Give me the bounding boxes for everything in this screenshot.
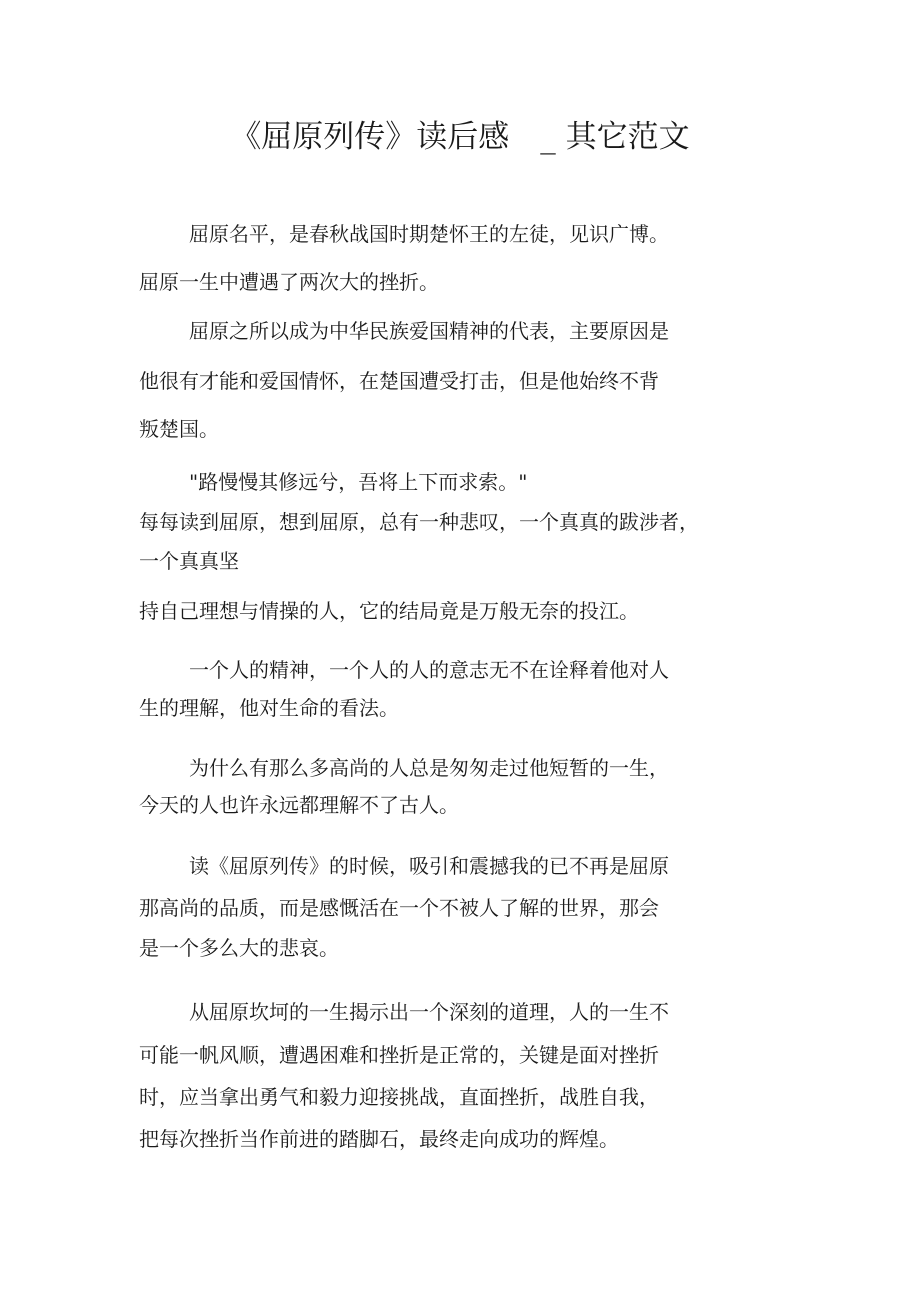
paragraph-line: 持自己理想与情操的人，它的结局竟是万般无奈的投江。: [139, 599, 639, 623]
paragraph-line: 为什么有那么多高尚的人总是匆匆走过他短暂的一生，: [189, 756, 669, 780]
paragraph-line: 叛楚国。: [139, 417, 219, 441]
paragraph-line: "路慢慢其修远兮，吾将上下而求索。": [189, 470, 528, 494]
document-title: 《屈原列传》读后感 _ 其它范文: [230, 119, 690, 155]
paragraph-line: 屈原之所以成为中华民族爱国精神的代表，主要原因是: [189, 319, 669, 343]
paragraph-line: 屈原名平，是春秋战国时期楚怀王的左徒，见识广博。: [189, 222, 669, 246]
paragraph-line: 一个真真坚: [139, 549, 239, 573]
paragraph-line: 是一个多么大的悲哀。: [139, 936, 339, 960]
paragraph-line: 屈原一生中遭遇了两次大的挫折。: [139, 270, 439, 294]
paragraph-line: 把每次挫折当作前进的踏脚石，最终走向成功的辉煌。: [139, 1127, 619, 1151]
paragraph-line: 从屈原坎坷的一生揭示出一个深刻的道理，人的一生不: [189, 1000, 669, 1024]
paragraph-line: 每每读到屈原，想到屈原，总有一种悲叹，一个真真的跋涉者，: [139, 510, 699, 534]
paragraph-line: 读《屈原列传》的时候，吸引和震撼我的已不再是屈原: [189, 854, 669, 878]
paragraph-line: 他很有才能和爱国情怀，在楚国遭受打击，但是他始终不背: [139, 369, 659, 393]
paragraph-line: 生的理解，他对生命的看法。: [139, 696, 399, 720]
paragraph-line: 可能一帆风顺，遭遇困难和挫折是正常的，关键是面对挫折: [139, 1043, 659, 1067]
paragraph-line: 那高尚的品质，而是感慨活在一个不被人了解的世界，那会: [139, 896, 659, 920]
paragraph-line: 今天的人也许永远都理解不了古人。: [139, 793, 459, 817]
paragraph-line: 时，应当拿出勇气和毅力迎接挑战，直面挫折，战胜自我，: [139, 1085, 659, 1109]
paragraph-line: 一个人的精神，一个人的人的意志无不在诠释着他对人: [189, 658, 669, 682]
